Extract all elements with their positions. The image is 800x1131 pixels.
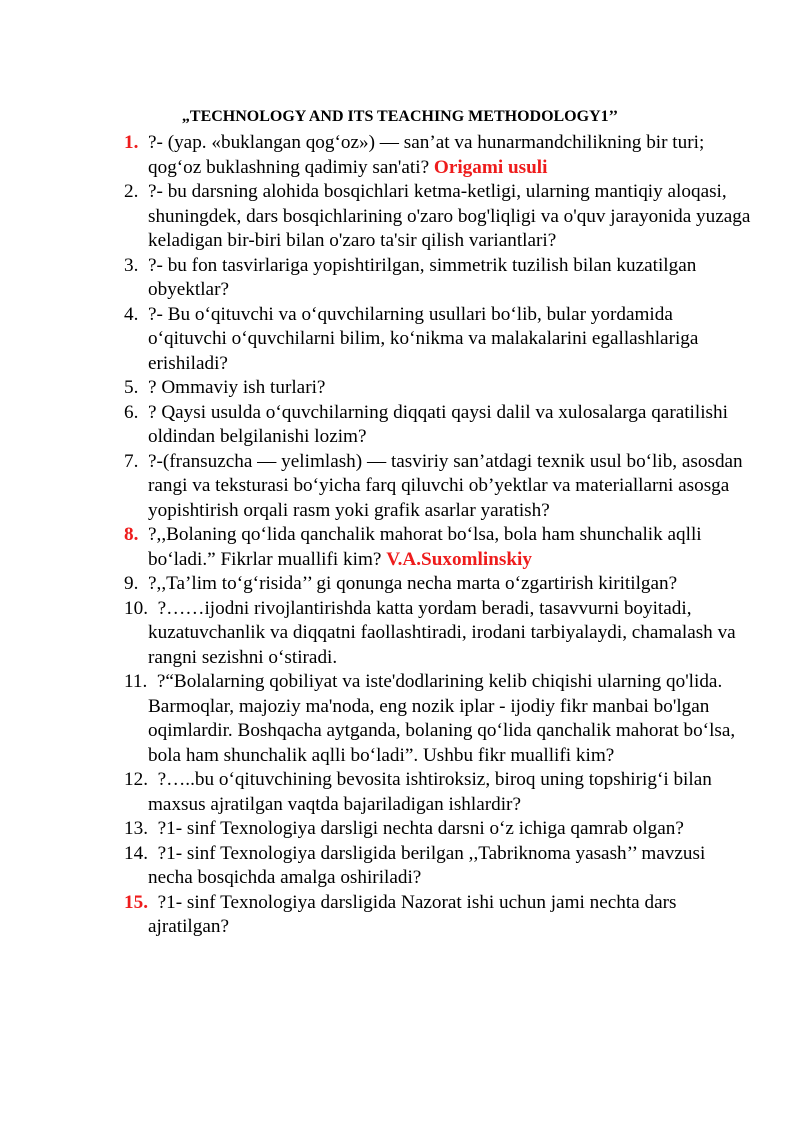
question-item-3 — [124, 254, 754, 303]
question-number-10: 10. — [124, 597, 148, 619]
question-number-1: 1. — [124, 132, 139, 153]
question-text-4: ?- Bu o‘qituvchi va o‘quvchilarning usullari bo‘lib, bular yordamida o‘qituvchi o‘quvchilarni bilim, ko‘nikma va malakalarini egallashlariga erishiladi? — [148, 303, 699, 374]
question-item-2 — [124, 180, 754, 254]
question-item-6 — [124, 401, 754, 450]
question-number-8: 8. — [124, 524, 139, 545]
question-item-13 — [124, 817, 754, 842]
question-number-5: 5. — [124, 377, 139, 398]
question-item-5 — [124, 376, 754, 401]
question-text-6: ? Qaysi usulda o‘quvchilarning diqqati qaysi dalil va xulosalarga qaratilishi oldindan belgilanishi lozim? — [148, 401, 728, 447]
question-text-5: ? Ommaviy ish turlari? — [148, 377, 326, 398]
question-item-11 — [124, 670, 754, 768]
question-item-12 — [124, 768, 754, 817]
question-number-13: 13. — [124, 818, 148, 839]
question-number-3: 3. — [124, 254, 139, 276]
question-list — [124, 131, 754, 940]
answer-8: V.A.Suxomlinskiy — [386, 548, 532, 570]
question-text-14: ?1- sinf Texnologiya darsligida berilgan ,,Tabriknoma yasash’’ mavzusi necha bosqichda amalga oshiriladi? — [148, 842, 706, 888]
question-text-1: ?- (yap. «buklangan qog‘oz») — san’at va hunarmandchilikning bir turi; qog‘oz buklashning qadimiy san'ati? — [148, 132, 705, 178]
question-number-4: 4. — [124, 303, 139, 325]
question-number-11: 11. — [124, 671, 148, 692]
question-number-2: 2. — [124, 181, 139, 202]
question-item-1 — [124, 131, 754, 180]
question-item-14 — [124, 842, 754, 891]
question-text-10: ?……ijodni rivojlantirishda katta yordam beradi, tasavvurni boyitadi, kuzatuvchanlik va diqqatni faollashtiradi, irodani tarbiyalaydi, chamalash va rangni sezishni o‘stiradi. — [148, 597, 736, 668]
question-item-10 — [124, 597, 754, 671]
question-text-2: ?- bu darsning alohida bosqichlari ketma-ketligi, ularning mantiqiy aloqasi, shuningdek, dars bosqichlarining o'zaro bog'liqligi va o'quv jarayonida yuzaga keladigan bir-biri bilan o'zaro ta'sir qilish variantlari? — [148, 181, 751, 251]
question-number-14: 14. — [124, 842, 148, 864]
question-text-7: ?-(fransuzcha — yelimlash) — tasviriy san’atdagi texnik usul bo‘lib, asosdan rangi va teksturasi bo‘yicha farq qiluvchi ob’yektlar va materiallarni asosga yopishtirish orqali rasm yoki grafik asarlar yaratish? — [148, 450, 743, 521]
question-text-13: ?1- sinf Texnologiya darsligi nechta darsni o‘z ichiga qamrab olgan? — [157, 818, 684, 839]
question-item-15 — [124, 891, 754, 940]
question-number-9: 9. — [124, 573, 139, 594]
question-text-9: ?,,Ta’lim to‘g‘risida’’ gi qonunga necha marta o‘zgartirish kiritilgan? — [148, 573, 678, 594]
question-number-6: 6. — [124, 401, 139, 423]
question-number-12: 12. — [124, 769, 148, 790]
question-item-8 — [124, 523, 754, 572]
document-title: „TECHNOLOGY AND ITS TEACHING METHODOLOGY1’’ — [181, 108, 619, 125]
question-text-12: ?…..bu o‘qituvchining bevosita ishtiroksiz, biroq uning topshirig‘i bilan maxsus ajratilgan vaqtda bajariladigan ishlardir? — [148, 769, 712, 815]
question-item-4 — [124, 303, 754, 377]
question-text-11: ?“Bolalarning qobiliyat va iste'dodlarining kelib chiqishi ularning qo'lida. Barmoqlar, majoziy ma'noda, eng nozik iplar - ijodiy fikr manbai bo'lgan oqimlardir. Boshqacha aytganda, bolaning qo‘lida qanchalik mahorat bo‘lsa, bola ham shunchalik aqlli bo‘ladi”. Ushbu fikr muallifi kim? — [148, 671, 736, 766]
question-text-3: ?- bu fon tasvirlariga yopishtirilgan, simmetrik tuzilish bilan kuzatilgan obyektlar? — [148, 254, 697, 300]
question-number-7: 7. — [124, 450, 139, 472]
question-number-15: 15. — [124, 891, 148, 913]
question-item-7 — [124, 450, 754, 524]
question-item-9 — [124, 572, 754, 597]
question-text-15: ?1- sinf Texnologiya darsligida Nazorat ishi uchun jami nechta dars ajratilgan? — [148, 891, 677, 937]
answer-1: Origami usuli — [433, 156, 548, 178]
question-text-8: ?,,Bolaning qo‘lida qanchalik mahorat bo‘lsa, bola ham shunchalik aqlli bo‘ladi.” Fikrlar muallifi kim? — [148, 524, 702, 570]
